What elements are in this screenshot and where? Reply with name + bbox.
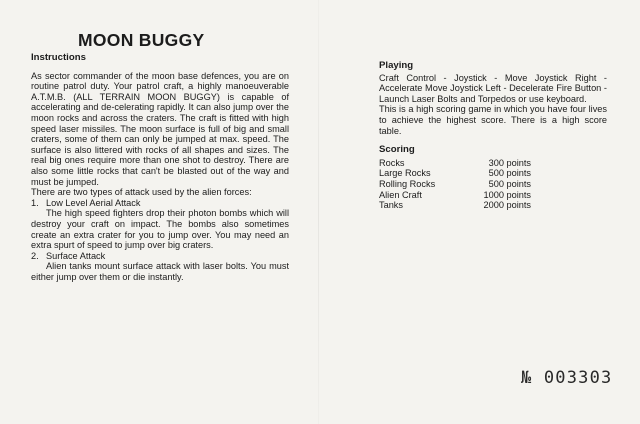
table-row (379, 158, 531, 169)
attack-1-title-line (31, 198, 289, 209)
playing-controls: Craft Control - Joystick - Move Joystick Right - Accelerate Move Joystick Left - Decelerate Fire Button - Launch Laser Bolts and Torpedos or use keyboard. (379, 72, 607, 104)
attack-intro: There are two types of attack used by the alien forces: (31, 187, 252, 198)
attack-2-title-line (31, 251, 289, 262)
table-row (379, 168, 531, 179)
instructions-intro: As sector commander of the moon base defences, you are on routine patrol duty. Your patrol craft, a highly manoeuverable A.T.M.B. (ALL TERRAIN MOON BUGGY) is capable of accelerating and de-celerating rapidly. It can also jump over the moon rocks and across the craters. The craft is fitted with high speed laser missiles. The moon surface is full of big and small craters, some of them can only be jumped at max. speed. The surface is also littered with rocks of all shapes and sizes. The real big ones require more than one shot to destroy. There are also some little rocks that can't be blasted out of the way and must be jumped. (31, 70, 289, 187)
playing-heading: Playing (379, 60, 414, 71)
page-title: MOON BUGGY (78, 30, 205, 50)
score-points: 1000 points (483, 189, 531, 200)
attack-1-text: The high speed fighters drop their photon bombs which will destroy your craft on impact. The bombs also sometimes create an extra crater for you to jump over. You may need an extra spurt of speed to jump over big craters. (31, 208, 289, 251)
scoring-heading: Scoring (379, 144, 415, 156)
table-row (379, 190, 531, 201)
score-points: 300 points (488, 157, 531, 168)
table-row (379, 200, 531, 211)
scoring-table (379, 158, 531, 211)
attack-2-title: Surface Attack (46, 250, 106, 261)
scoring-section (379, 145, 607, 211)
score-points: 2000 points (483, 200, 531, 211)
score-points: 500 points (488, 168, 531, 179)
score-points: 500 points (488, 178, 531, 189)
playing-summary: This is a high scoring game in which you have four lives to achieve the highest score. There is a high score table. (379, 104, 607, 136)
score-item: Large Rocks (379, 168, 431, 179)
attack-2-text: Alien tanks mount surface attack with laser bolts. You must either jump over them or die instantly. (31, 261, 289, 282)
paper-fold-line (318, 0, 319, 424)
score-item: Rolling Rocks (379, 178, 436, 189)
score-item: Alien Craft (379, 189, 422, 200)
table-row (379, 179, 531, 190)
attack-1-title: Low Level Aerial Attack (46, 197, 141, 208)
instructions-column (31, 53, 289, 282)
attack-1-number: 1. (31, 197, 39, 208)
instructions-heading: Instructions (31, 52, 86, 63)
score-item: Tanks (379, 200, 403, 211)
playing-column (379, 61, 607, 211)
serial-number: № 003303 (521, 368, 613, 388)
attack-2-number: 2. (31, 250, 39, 261)
score-item: Rocks (379, 157, 405, 168)
